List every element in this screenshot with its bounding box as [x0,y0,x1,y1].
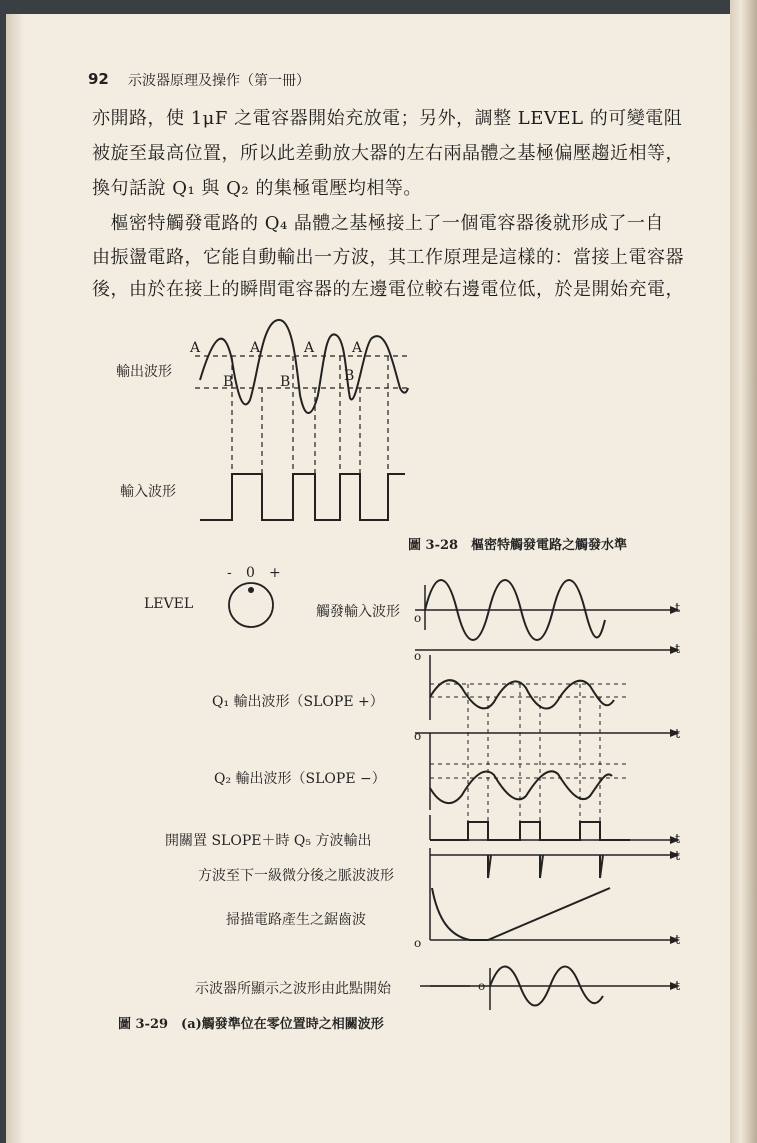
q5-square-wave [430,822,630,840]
fig28-caption: 圖 3-28 樞密特觸發電路之觸發水準 [408,538,628,553]
axis-o-1: o [414,611,422,625]
pulse-label: 方波至下一級微分後之脈波波形 [198,868,394,884]
page-number: 92 [88,70,109,88]
fig28-input-label: 輸入波形 [120,484,176,500]
marker-a3: A [304,340,315,356]
marker-b2: B [280,374,291,390]
body-line-1: 亦開路，使 1μF 之電容器開始充放電；另外，調整 LEVEL 的可變電阻 [92,108,683,129]
sawtooth-label: 掃描電路產生之鋸齒波 [226,912,366,928]
axis-t-5: t [675,849,681,864]
level-plus: + [269,565,281,581]
axis-o-4: o [414,936,422,950]
body-line-6: 後，由於在接上的瞬間電容器的左邊電位較右邊電位低，於是開始充電， [92,279,684,300]
body-line-5: 由振盪電路，它能自動輸出一方波，其工作原理是這樣的：當接上電容器 [92,247,684,268]
body-line-2: 被旋至最高位置，所以此差動放大器的左右兩晶體之基極偏壓趨近相等， [92,143,684,164]
axis-t-4: t [675,832,681,847]
marker-a4: A [352,340,363,356]
q2-output-label: Q₂ 輸出波形（SLOPE −） [214,771,386,787]
fig28-output-label: 輸出波形 [116,364,172,380]
level-label: LEVEL [144,596,194,612]
sawtooth-wave [432,888,610,940]
body-line-4: 樞密特觸發電路的 Q₄ 晶體之基極接上了一個電容器後就形成了一自 [92,213,664,234]
q2-output-wave [430,771,612,803]
body-line-3: 換句話說 Q₁ 與 Q₂ 的集極電壓均相等。 [92,178,422,199]
axis-o-2: o [414,649,422,663]
axis-o-3: o [414,729,422,743]
axis-o-5: o [478,979,486,993]
display-start-label: 示波器所顯示之波形由此點開始 [195,981,391,997]
level-zero: 0 [246,565,255,581]
fig29-caption: 圖 3-29 (a)觸發準位在零位置時之相關波形 [118,1017,384,1032]
axis-t-2: t [675,642,681,657]
trigger-input-label: 觸發輸入波形 [316,604,400,620]
level-minus: - [227,565,232,581]
axis-t-6: t [675,933,681,948]
differentiated-pulses [488,855,603,878]
axis-t-1: t [675,601,681,616]
q1-output-label: Q₁ 輸出波形（SLOPE +） [212,694,384,710]
marker-b3: B [344,368,355,384]
q5-output-label: 開關置 SLOPE＋時 Q₅ 方波輸出 [165,833,372,849]
running-title: 示波器原理及操作（第一冊） [128,73,310,89]
fig28-output-waveform [200,320,408,413]
axis-t-7: t [675,979,681,994]
fig28-input-squarewave [200,474,405,520]
marker-a1: A [190,340,201,356]
marker-b1: B [223,374,234,390]
marker-a2: A [250,340,261,356]
axis-t-3: t [675,727,681,742]
